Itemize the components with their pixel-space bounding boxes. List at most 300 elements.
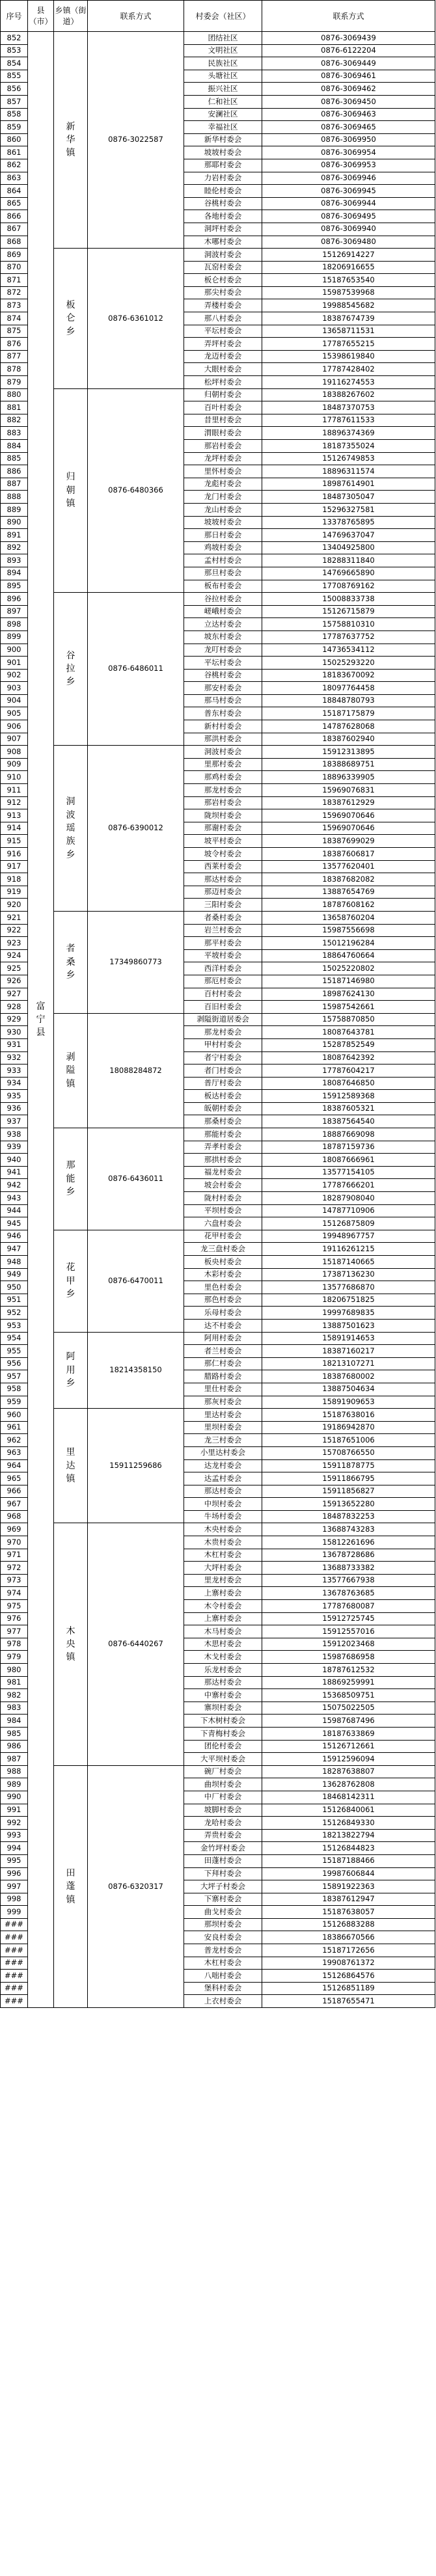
town-phone: 0876-6436011 <box>88 1128 184 1230</box>
town-cell <box>54 1230 88 1332</box>
village-name: 三阳村委会 <box>184 899 262 912</box>
row-seq: 996 <box>1 1867 28 1880</box>
village-phone: 15187653540 <box>262 274 435 287</box>
village-name: 那厄村委会 <box>184 975 262 988</box>
row-seq: 917 <box>1 860 28 873</box>
village-phone: 19988545682 <box>262 299 435 312</box>
town-cell <box>54 1332 88 1409</box>
village-phone: 0876-3069480 <box>262 236 435 249</box>
village-phone: 15891914653 <box>262 1332 435 1345</box>
village-phone: 18087646850 <box>262 1077 435 1090</box>
row-seq: 919 <box>1 886 28 899</box>
row-seq: 916 <box>1 848 28 861</box>
village-name: 龙三村委会 <box>184 1434 262 1447</box>
village-phone: 15913652280 <box>262 1498 435 1511</box>
village-name: 者宁村委会 <box>184 1051 262 1064</box>
village-name: 板布村委会 <box>184 580 262 593</box>
village-name: 西洋村委会 <box>184 962 262 975</box>
row-seq: 985 <box>1 1727 28 1740</box>
village-name: 中坝村委会 <box>184 1498 262 1511</box>
row-seq: 970 <box>1 1536 28 1549</box>
village-name: 那旦村委会 <box>184 567 262 580</box>
village-name: 乐母村委会 <box>184 1307 262 1320</box>
header-contact2: 联系方式 <box>262 1 435 32</box>
village-phone: 18387564540 <box>262 1115 435 1128</box>
table-row <box>1 1765 435 1778</box>
village-phone: 15012196284 <box>262 937 435 950</box>
village-phone: 15911878775 <box>262 1459 435 1472</box>
row-seq: 954 <box>1 1332 28 1345</box>
row-seq: 904 <box>1 694 28 707</box>
row-seq: 869 <box>1 249 28 262</box>
village-name: 平坛村委会 <box>184 325 262 338</box>
village-phone: 15126849330 <box>262 1817 435 1830</box>
village-phone: 18848780793 <box>262 694 435 707</box>
village-phone: 0876-3069462 <box>262 83 435 96</box>
village-name: 新华村委会 <box>184 133 262 146</box>
village-name: 大坪子村委会 <box>184 1880 262 1893</box>
village-name: 那能村委会 <box>184 1128 262 1141</box>
row-seq: ### <box>1 1982 28 1995</box>
row-seq: 901 <box>1 657 28 670</box>
row-seq: 880 <box>1 388 28 401</box>
row-seq: ### <box>1 1957 28 1970</box>
row-seq: 872 <box>1 286 28 299</box>
village-name: 乐龙村委会 <box>184 1664 262 1677</box>
village-phone: 14769665890 <box>262 567 435 580</box>
row-seq: 952 <box>1 1307 28 1320</box>
village-name: 者兰村委会 <box>184 1345 262 1358</box>
village-phone: 14769637047 <box>262 529 435 542</box>
row-seq: 960 <box>1 1409 28 1422</box>
village-phone: 13678728686 <box>262 1549 435 1562</box>
town-name: 洞波瑶族乡 <box>66 796 75 860</box>
village-phone: 13404925800 <box>262 541 435 554</box>
village-name: 那岩村委会 <box>184 440 262 453</box>
village-phone: 18896339905 <box>262 771 435 784</box>
village-phone: 19948967757 <box>262 1230 435 1243</box>
village-name: 幸福社区 <box>184 121 262 134</box>
village-phone: 15187638016 <box>262 1409 435 1422</box>
village-phone: 18387680002 <box>262 1370 435 1383</box>
village-name: 百村村委会 <box>184 988 262 1001</box>
row-seq: 873 <box>1 299 28 312</box>
row-seq: 875 <box>1 325 28 338</box>
row-seq: 957 <box>1 1370 28 1383</box>
village-name: 板仑村委会 <box>184 274 262 287</box>
village-name: 睦伦村委会 <box>184 185 262 198</box>
village-phone: 15758810310 <box>262 618 435 631</box>
village-name: 那达村委会 <box>184 873 262 886</box>
village-name: 团结社区 <box>184 32 262 45</box>
town-phone: 0876-3022587 <box>88 32 184 249</box>
village-name: 堡科村委会 <box>184 1982 262 1995</box>
row-seq: 946 <box>1 1230 28 1243</box>
table-body <box>1 32 435 2008</box>
village-name: 里色村委会 <box>184 1281 262 1294</box>
village-name: 弄楼村委会 <box>184 299 262 312</box>
village-name: 谷桃村委会 <box>184 669 262 682</box>
village-name: 百旧村委会 <box>184 1001 262 1014</box>
village-name: 那八村委会 <box>184 312 262 325</box>
village-phone: 19987606844 <box>262 1867 435 1880</box>
header-contact: 联系方式 <box>88 1 184 32</box>
row-seq: 976 <box>1 1612 28 1625</box>
village-phone: 15987686958 <box>262 1651 435 1664</box>
table-row <box>1 593 435 606</box>
village-phone: 18187633869 <box>262 1727 435 1740</box>
village-phone: 18387605321 <box>262 1102 435 1115</box>
village-phone: 18388267602 <box>262 388 435 401</box>
row-seq: 860 <box>1 133 28 146</box>
village-name: 陇村村委会 <box>184 1192 262 1205</box>
row-seq: 997 <box>1 1880 28 1893</box>
row-seq: 865 <box>1 197 28 210</box>
row-seq: 909 <box>1 758 28 771</box>
village-phone: 18386670566 <box>262 1931 435 1944</box>
village-phone: 15398619840 <box>262 350 435 363</box>
village-name: 里龙村委会 <box>184 1574 262 1587</box>
village-name: 普东村委会 <box>184 707 262 720</box>
village-phone: 0876-3069950 <box>262 133 435 146</box>
village-name: 鸡坡村委会 <box>184 541 262 554</box>
village-phone: 18213822794 <box>262 1829 435 1842</box>
row-seq: 862 <box>1 159 28 172</box>
village-phone: 14787628068 <box>262 720 435 733</box>
town-cell <box>54 388 88 593</box>
village-name: 木央村委会 <box>184 1523 262 1536</box>
row-seq: 978 <box>1 1638 28 1651</box>
village-name: 坡东村委会 <box>184 630 262 644</box>
row-seq: 927 <box>1 988 28 1001</box>
village-name: 木哪村委会 <box>184 236 262 249</box>
village-name: 龙门村委会 <box>184 491 262 504</box>
village-phone: 18896374369 <box>262 427 435 440</box>
village-phone: 18387674739 <box>262 312 435 325</box>
village-phone: 17787611533 <box>262 414 435 427</box>
village-name: 碗厂村委会 <box>184 1765 262 1778</box>
row-seq: 975 <box>1 1600 28 1613</box>
village-name: 福龙村委会 <box>184 1166 262 1179</box>
village-name: 嵯峨村委会 <box>184 605 262 618</box>
row-seq: 979 <box>1 1651 28 1664</box>
town-phone: 0876-6486011 <box>88 593 184 746</box>
village-phone: 15296327581 <box>262 503 435 516</box>
town-phone: 15911259686 <box>88 1409 184 1523</box>
village-phone: 17787680087 <box>262 1600 435 1613</box>
row-seq: 857 <box>1 95 28 108</box>
header-county: 县（市） <box>28 1 54 32</box>
row-seq: 956 <box>1 1357 28 1370</box>
village-phone: 0876-3069954 <box>262 146 435 159</box>
row-seq: 968 <box>1 1510 28 1523</box>
village-phone: 18387699029 <box>262 835 435 848</box>
village-name: 中寨村委会 <box>184 1689 262 1702</box>
row-seq: 937 <box>1 1115 28 1128</box>
village-phone: 18206751825 <box>262 1294 435 1307</box>
village-name: 普龙村委会 <box>184 1944 262 1957</box>
row-seq: 940 <box>1 1154 28 1167</box>
table-row <box>1 1230 435 1243</box>
row-seq: 971 <box>1 1549 28 1562</box>
village-name: 各地村委会 <box>184 210 262 223</box>
village-phone: 15987687496 <box>262 1715 435 1728</box>
village-name: 平坝村委会 <box>184 1204 262 1217</box>
village-phone: 18787159736 <box>262 1141 435 1154</box>
row-seq: 870 <box>1 261 28 274</box>
village-name: 里仕村委会 <box>184 1383 262 1396</box>
village-phone: 18887669098 <box>262 1128 435 1141</box>
village-phone: 17387136230 <box>262 1268 435 1281</box>
village-name: 上寨村委会 <box>184 1587 262 1600</box>
village-phone: 18387682082 <box>262 873 435 886</box>
village-phone: 18387606817 <box>262 848 435 861</box>
village-name: 振兴社区 <box>184 83 262 96</box>
row-seq: 871 <box>1 274 28 287</box>
village-phone: 15126715879 <box>262 605 435 618</box>
village-phone: 15912313895 <box>262 746 435 759</box>
village-phone: 14736534112 <box>262 644 435 657</box>
row-seq: 874 <box>1 312 28 325</box>
row-seq: 899 <box>1 630 28 644</box>
row-seq: 924 <box>1 949 28 962</box>
row-seq: ### <box>1 1944 28 1957</box>
town-name: 板仑乡 <box>66 299 75 337</box>
village-name: 龙叮村委会 <box>184 644 262 657</box>
village-name: 木戈村委会 <box>184 1651 262 1664</box>
village-name: 里达村委会 <box>184 1409 262 1422</box>
town-cell <box>54 32 88 249</box>
row-seq: 881 <box>1 401 28 414</box>
row-seq: 894 <box>1 567 28 580</box>
row-seq: 939 <box>1 1141 28 1154</box>
row-seq: 935 <box>1 1090 28 1103</box>
row-seq: 969 <box>1 1523 28 1536</box>
row-seq: 902 <box>1 669 28 682</box>
row-seq: 867 <box>1 223 28 236</box>
village-name: 龙山村委会 <box>184 503 262 516</box>
town-cell <box>54 1128 88 1230</box>
village-phone: 18087642392 <box>262 1051 435 1064</box>
village-phone: 15025293220 <box>262 657 435 670</box>
town-phone: 0876-6361012 <box>88 249 184 389</box>
village-name: 达不村委会 <box>184 1319 262 1332</box>
village-phone: 19116261215 <box>262 1243 435 1256</box>
village-name: 那尖村委会 <box>184 286 262 299</box>
village-phone: 13678763685 <box>262 1587 435 1600</box>
row-seq: 992 <box>1 1817 28 1830</box>
row-seq: 932 <box>1 1051 28 1064</box>
town-name: 者桑乡 <box>66 943 75 981</box>
village-phone: 18487305047 <box>262 491 435 504</box>
village-name: 那安村委会 <box>184 682 262 695</box>
village-phone: 15126875809 <box>262 1217 435 1230</box>
row-seq: 980 <box>1 1664 28 1677</box>
town-cell <box>54 1765 88 2007</box>
town-phone: 18088284872 <box>88 1013 184 1128</box>
row-seq: 963 <box>1 1446 28 1459</box>
village-name: 六盘村委会 <box>184 1217 262 1230</box>
row-seq: 887 <box>1 478 28 491</box>
village-phone: 18388689751 <box>262 758 435 771</box>
village-phone: 15969076831 <box>262 784 435 797</box>
village-name: 木杠村委会 <box>184 1549 262 1562</box>
village-name: 曲坝村委会 <box>184 1778 262 1791</box>
village-name: 木马村委会 <box>184 1625 262 1638</box>
town-name: 田蓬镇 <box>66 1867 75 1905</box>
village-phone: 13887504634 <box>262 1383 435 1396</box>
village-name: 下寨村委会 <box>184 1893 262 1906</box>
village-phone: 0876-3069495 <box>262 210 435 223</box>
row-seq: 915 <box>1 835 28 848</box>
row-seq: 984 <box>1 1715 28 1728</box>
village-name: 那拱村委会 <box>184 1154 262 1167</box>
village-phone: 15187146980 <box>262 975 435 988</box>
row-seq: 898 <box>1 618 28 631</box>
village-name: 里怀村委会 <box>184 465 262 478</box>
village-phone: 17787428402 <box>262 363 435 376</box>
village-name: 龙三盘村委会 <box>184 1243 262 1256</box>
town-phone: 17349860773 <box>88 911 184 1013</box>
village-name: 者门村委会 <box>184 1064 262 1078</box>
row-seq: 912 <box>1 796 28 809</box>
village-phone: 0876-3069449 <box>262 57 435 70</box>
village-name: 陇坝村委会 <box>184 809 262 822</box>
village-name: 那平村委会 <box>184 937 262 950</box>
village-phone: 15911866795 <box>262 1472 435 1485</box>
village-name: 下拜村委会 <box>184 1867 262 1880</box>
village-name: 里坝村委会 <box>184 1421 262 1434</box>
row-seq: 938 <box>1 1128 28 1141</box>
village-name: 坡令村委会 <box>184 848 262 861</box>
row-seq: 911 <box>1 784 28 797</box>
village-phone: 17787637752 <box>262 630 435 644</box>
village-phone: 15758870850 <box>262 1013 435 1026</box>
village-name: 安良村委会 <box>184 1931 262 1944</box>
village-name: 那龙村委会 <box>184 1026 262 1039</box>
village-phone: 15126712661 <box>262 1740 435 1753</box>
row-seq: 948 <box>1 1256 28 1269</box>
village-phone: 15187172656 <box>262 1944 435 1957</box>
village-phone: 13577154105 <box>262 1166 435 1179</box>
row-seq: 882 <box>1 414 28 427</box>
row-seq: 934 <box>1 1077 28 1090</box>
village-name: 归朝村委会 <box>184 388 262 401</box>
row-seq: 903 <box>1 682 28 695</box>
village-phone: 15969070646 <box>262 822 435 835</box>
village-name: 剥隘街道居委会 <box>184 1013 262 1026</box>
row-seq: 951 <box>1 1294 28 1307</box>
village-phone: 15126851189 <box>262 1982 435 1995</box>
table-row <box>1 249 435 262</box>
village-name: 昔里村委会 <box>184 414 262 427</box>
town-name: 归朝镇 <box>66 472 75 509</box>
row-seq: 962 <box>1 1434 28 1447</box>
village-name: 百叶村委会 <box>184 401 262 414</box>
town-phone: 0876-6390012 <box>88 746 184 912</box>
village-name: 坡会村委会 <box>184 1179 262 1192</box>
village-phone: 13887501623 <box>262 1319 435 1332</box>
village-name: 板央村委会 <box>184 1256 262 1269</box>
village-name: 那日村委会 <box>184 529 262 542</box>
village-phone: 13378765895 <box>262 516 435 529</box>
village-phone: 18287908040 <box>262 1192 435 1205</box>
row-seq: 895 <box>1 580 28 593</box>
village-phone: 0876-3069940 <box>262 223 435 236</box>
village-phone: 0876-3069945 <box>262 185 435 198</box>
row-seq: 965 <box>1 1472 28 1485</box>
village-phone: 0876-3069463 <box>262 108 435 121</box>
village-name: 洞波村委会 <box>184 746 262 759</box>
village-phone: 18213107271 <box>262 1357 435 1370</box>
row-seq: 923 <box>1 937 28 950</box>
table-row <box>1 911 435 924</box>
row-seq: 947 <box>1 1243 28 1256</box>
village-name: 上衣村委会 <box>184 1995 262 2008</box>
village-phone: 0876-3069450 <box>262 95 435 108</box>
village-name: 大平坝村委会 <box>184 1753 262 1766</box>
village-name: 松坪村委会 <box>184 376 262 389</box>
village-name: 坡坡村委会 <box>184 516 262 529</box>
row-seq: 930 <box>1 1026 28 1039</box>
village-name: 者桑村委会 <box>184 911 262 924</box>
table-header-row <box>1 1 435 32</box>
village-name: 小里达村委会 <box>184 1446 262 1459</box>
row-seq: 858 <box>1 108 28 121</box>
row-seq: 900 <box>1 644 28 657</box>
row-seq: 853 <box>1 44 28 57</box>
village-phone: 15187655471 <box>262 1995 435 2008</box>
village-phone: 0876-3069439 <box>262 32 435 45</box>
header-seq: 序号 <box>1 1 28 32</box>
town-name: 阿用乡 <box>66 1351 75 1389</box>
village-phone: 18987624130 <box>262 988 435 1001</box>
row-seq: 933 <box>1 1064 28 1078</box>
village-name: 达龙村委会 <box>184 1459 262 1472</box>
table-row <box>1 1523 435 1536</box>
village-name: 谷桃村委会 <box>184 197 262 210</box>
village-phone: 18387602940 <box>262 733 435 746</box>
village-phone: 15126883288 <box>262 1918 435 1931</box>
village-name: 谷拉村委会 <box>184 593 262 606</box>
row-seq: 906 <box>1 720 28 733</box>
row-seq: 866 <box>1 210 28 223</box>
village-name: 木杠村委会 <box>184 1957 262 1970</box>
row-seq: ### <box>1 1931 28 1944</box>
village-phone: 18468142311 <box>262 1791 435 1804</box>
row-seq: 988 <box>1 1765 28 1778</box>
village-phone: 15187651006 <box>262 1434 435 1447</box>
town-cell <box>54 746 88 912</box>
town-name: 花甲乡 <box>66 1262 75 1299</box>
row-seq: 987 <box>1 1753 28 1766</box>
village-phone: 0876-3069461 <box>262 70 435 83</box>
row-seq: 891 <box>1 529 28 542</box>
row-seq: 981 <box>1 1676 28 1689</box>
town-cell <box>54 593 88 746</box>
row-seq: 941 <box>1 1166 28 1179</box>
row-seq: 918 <box>1 873 28 886</box>
row-seq: 868 <box>1 236 28 249</box>
row-seq: 856 <box>1 83 28 96</box>
village-phone: 13688743283 <box>262 1523 435 1536</box>
village-phone: 18896311574 <box>262 465 435 478</box>
village-name: 龙迈村委会 <box>184 350 262 363</box>
village-name: 坡坡村委会 <box>184 146 262 159</box>
row-seq: 889 <box>1 503 28 516</box>
village-phone: 15126749853 <box>262 452 435 465</box>
village-phone: 13887654769 <box>262 886 435 899</box>
